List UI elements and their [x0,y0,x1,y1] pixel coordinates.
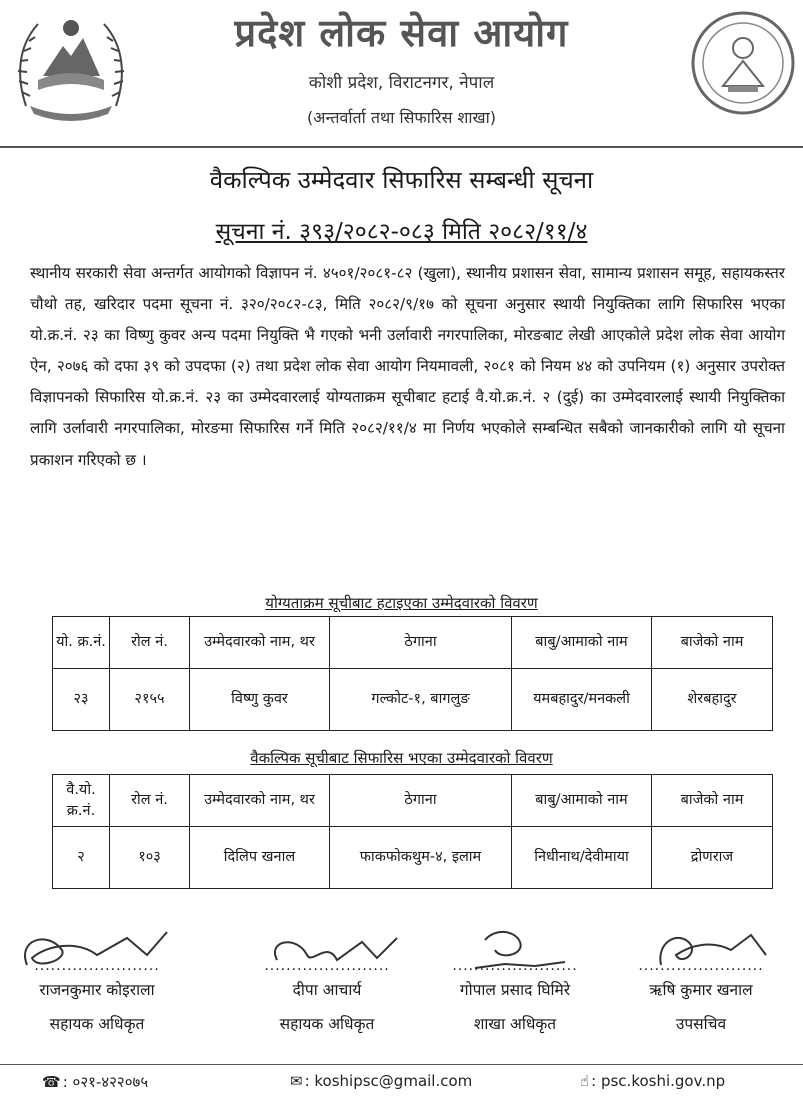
signatory-role: उपसचिव [675,1015,727,1033]
footer-email: ✉ : koshipsc@gmail.com [290,1072,473,1090]
table-header-row [53,617,773,669]
column-header: ठेगाना [330,617,512,669]
column-header: उम्मेदवारको नाम, थर [190,775,330,827]
signatory-name: गोपाल प्रसाद घिमिरे [459,981,571,999]
notice-number-text: सूचना नं. ३९३/२०८२-०८३ मिति २०८२/११/४ [215,219,588,245]
table-cell: दिलिप खनाल [190,827,330,889]
notice-number [0,214,803,246]
notice-title: वैकल्पिक उम्मेदवार सिफारिस सम्बन्धी सूचना [209,166,594,194]
signature-block [606,920,796,1060]
notice-body: स्थानीय सरकारी सेवा अन्तर्गत आयोगको विज्ञापन नं. ४५०१/२०८१-८२ (खुला), स्थानीय प्रशासन सेवा, सामान्य प्रशासन समूह, सहायकस्तर चौथो तह, खरिदार पदमा सूचना नं. ३२०/२०८२-८३, मिति २०८२/९/१७ को सूचना अनुसार स्थायी नियुक्तिका लागि सिफारिस भएका यो.क्र.नं. २३ का विष्णु कुवर अन्य पदमा नियुक्ति भै गएको भनी उर्लावारी नगरपालिका, मोरङबाट लेखी आएकोले प्रदेश लोक सेवा आयोग ऐन, २०७६ को दफा ३९ को उपदफा (२) तथा प्रदेश लोक सेवा आयोग नियमावली, २०८१ को नियम ४४ को उपनियम (१) अनुसार उपरोक्त विज्ञापनको सिफारिस यो.क्र.नं. २३ का उम्मेदवारलाई योग्यताक्रम सूचीबाट हटाई वै.यो.क्र.नं. २ (दुई) का उम्मेदवारलाई स्थायी नियुक्तिका लागि उर्लावारी नगरपालिका, मोरङमा सिफारिस गर्ने मिति २०८२/११/४ मा निर्णय भएकोले सम्बन्धित सबैको जानकारीको लागि यो सूचना प्रकाशन गरिएको छ । [30,264,785,469]
table-cell: द्रोणराज [652,827,773,889]
column-header: रोल नं. [110,775,190,827]
organization-location: कोशी प्रदेश, विराटनगर, नेपाल [308,73,495,93]
table-cell: निधीनाथ/देवीमाया [512,827,652,889]
signature-block [2,920,192,1060]
signatory-name: राजनकुमार कोइराला [39,981,155,999]
table-cell: विष्णु कुवर [190,669,330,731]
table-row [53,669,773,731]
signatory-role: शाखा अधिकृत [473,1015,557,1033]
signatory-name: दीपा आचार्य [292,981,362,999]
table-cell: फाकफोकथुम-४, इलाम [330,827,512,889]
removed-candidate-table [52,616,773,731]
signature-block [232,920,422,1060]
column-header: बाजेको नाम [652,617,773,669]
column-header: बाबु/आमाको नाम [512,617,652,669]
footer-divider [0,1064,803,1065]
letterhead [0,0,803,150]
table-cell: २३ [53,669,110,731]
website-url[interactable]: psc.koshi.gov.np [600,1072,726,1090]
signature-line: ....................... [34,958,160,974]
table-cell: २ [53,827,110,889]
phone-number: ०२१-४२२०७५ [72,1073,149,1091]
signatory-name: ऋषि कुमार खनाल [649,981,753,999]
column-header: उम्मेदवारको नाम, थर [190,617,330,669]
table-cell: २१५५ [110,669,190,731]
telephone-icon: ☎ [42,1073,61,1091]
footer-phone: ☎ : ०२१-४२२०७५ [42,1073,149,1091]
table-cell: यमबहादुर/मनकली [512,669,652,731]
signature-line: ....................... [264,958,390,974]
signature-line: ....................... [638,958,764,974]
column-header: यो. क्र.नं. [53,617,110,669]
signatory-role: सहायक अधिकृत [279,1015,375,1033]
email-address[interactable]: koshipsc@gmail.com [314,1072,473,1090]
pointer-hand-icon: ☝ [580,1072,590,1090]
signatory-role: सहायक अधिकृत [49,1015,145,1033]
table-cell: शेरबहादुर [652,669,773,731]
removed-table-caption [0,593,803,613]
footer-website: ☝ : psc.koshi.gov.np [580,1072,726,1090]
envelope-icon: ✉ [290,1072,303,1090]
recommended-caption-text: वैकल्पिक सूचीबाट सिफारिस भएका उम्मेदवारको विवरण [250,749,553,767]
organization-name: प्रदेश लोक सेवा आयोग [234,10,569,55]
column-header: बाजेको नाम [652,775,773,827]
recommended-table-caption [0,748,803,768]
column-header: रोल नं. [110,617,190,669]
branch-name: (अन्तर्वार्ता तथा सिफारिस शाखा) [306,108,496,127]
commission-seal-logo [688,6,798,121]
header-divider [0,146,803,148]
column-header: वै.यो. क्र.नं. [53,775,110,827]
recommended-candidate-table [52,774,773,889]
nepal-emblem-logo [8,6,134,124]
table-cell: गल्कोट-१, बागलुङ [330,669,512,731]
column-header: बाबु/आमाको नाम [512,775,652,827]
table-cell: १०३ [110,827,190,889]
signature-line: ....................... [452,958,578,974]
table-header-row [53,775,773,827]
table-row [53,827,773,889]
removed-caption-text: योग्यताक्रम सूचीबाट हटाइएका उम्मेदवारको विवरण [265,594,538,612]
signature-block [420,920,610,1060]
column-header: ठेगाना [330,775,512,827]
